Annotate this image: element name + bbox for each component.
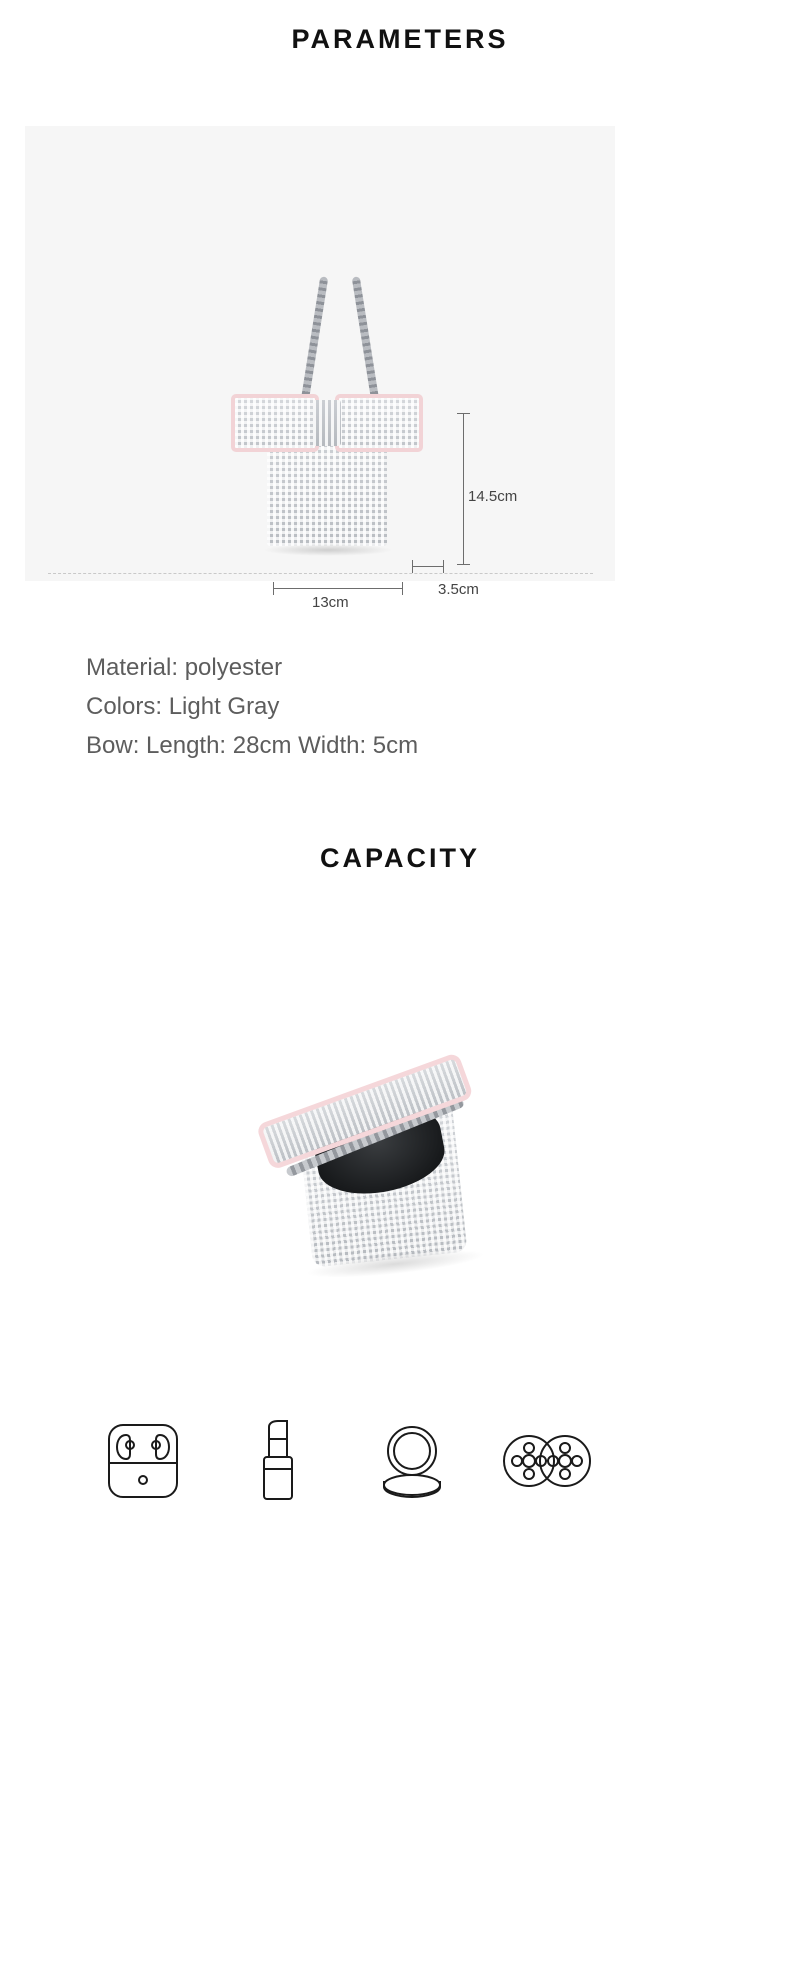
bow-wing-right: [335, 394, 423, 452]
width-dimension-label: 13cm: [312, 594, 349, 611]
bow-decoration: [231, 394, 423, 456]
depth-dimension-line: [412, 566, 444, 567]
height-dimension-cap-bottom: [457, 564, 470, 565]
parameters-section-heading: PARAMETERS: [291, 24, 509, 54]
bag-shadow: [263, 544, 393, 556]
spec-material: Material: polyester: [86, 654, 283, 681]
bag-illustration: [225, 266, 475, 586]
capacity-product-photo: [0, 960, 800, 1380]
height-dimension-cap-top: [457, 413, 470, 414]
product-dimension-panel: [25, 126, 615, 611]
width-dimension-line: [273, 588, 403, 589]
open-bag-illustration: [244, 1038, 517, 1293]
spec-bow: Bow: Length: 28cm Width: 5cm: [86, 732, 419, 759]
bow-wing-left: [231, 394, 319, 452]
depth-dimension-label: 3.5cm: [438, 581, 479, 598]
width-dimension-cap-right: [402, 582, 403, 595]
section-divider: [48, 573, 593, 574]
earbuds-case-icon: [95, 1411, 191, 1511]
height-dimension-label: 14.5cm: [468, 488, 518, 505]
bow-knot: [313, 400, 341, 446]
capacity-section-heading: CAPACITY: [319, 843, 480, 873]
capacity-icon-row: [95, 1406, 595, 1516]
lipstick-icon: [230, 1411, 326, 1511]
width-dimension-cap-left: [273, 582, 274, 595]
specification-list: [86, 648, 686, 765]
spec-colors: Colors: Light Gray: [86, 693, 280, 720]
depth-dimension-cap-right: [443, 560, 444, 573]
depth-dimension-cap-left: [412, 560, 413, 573]
height-dimension-line: [463, 413, 464, 565]
compact-mirror-icon: [364, 1411, 460, 1511]
powder-compact-icon: [499, 1411, 595, 1511]
